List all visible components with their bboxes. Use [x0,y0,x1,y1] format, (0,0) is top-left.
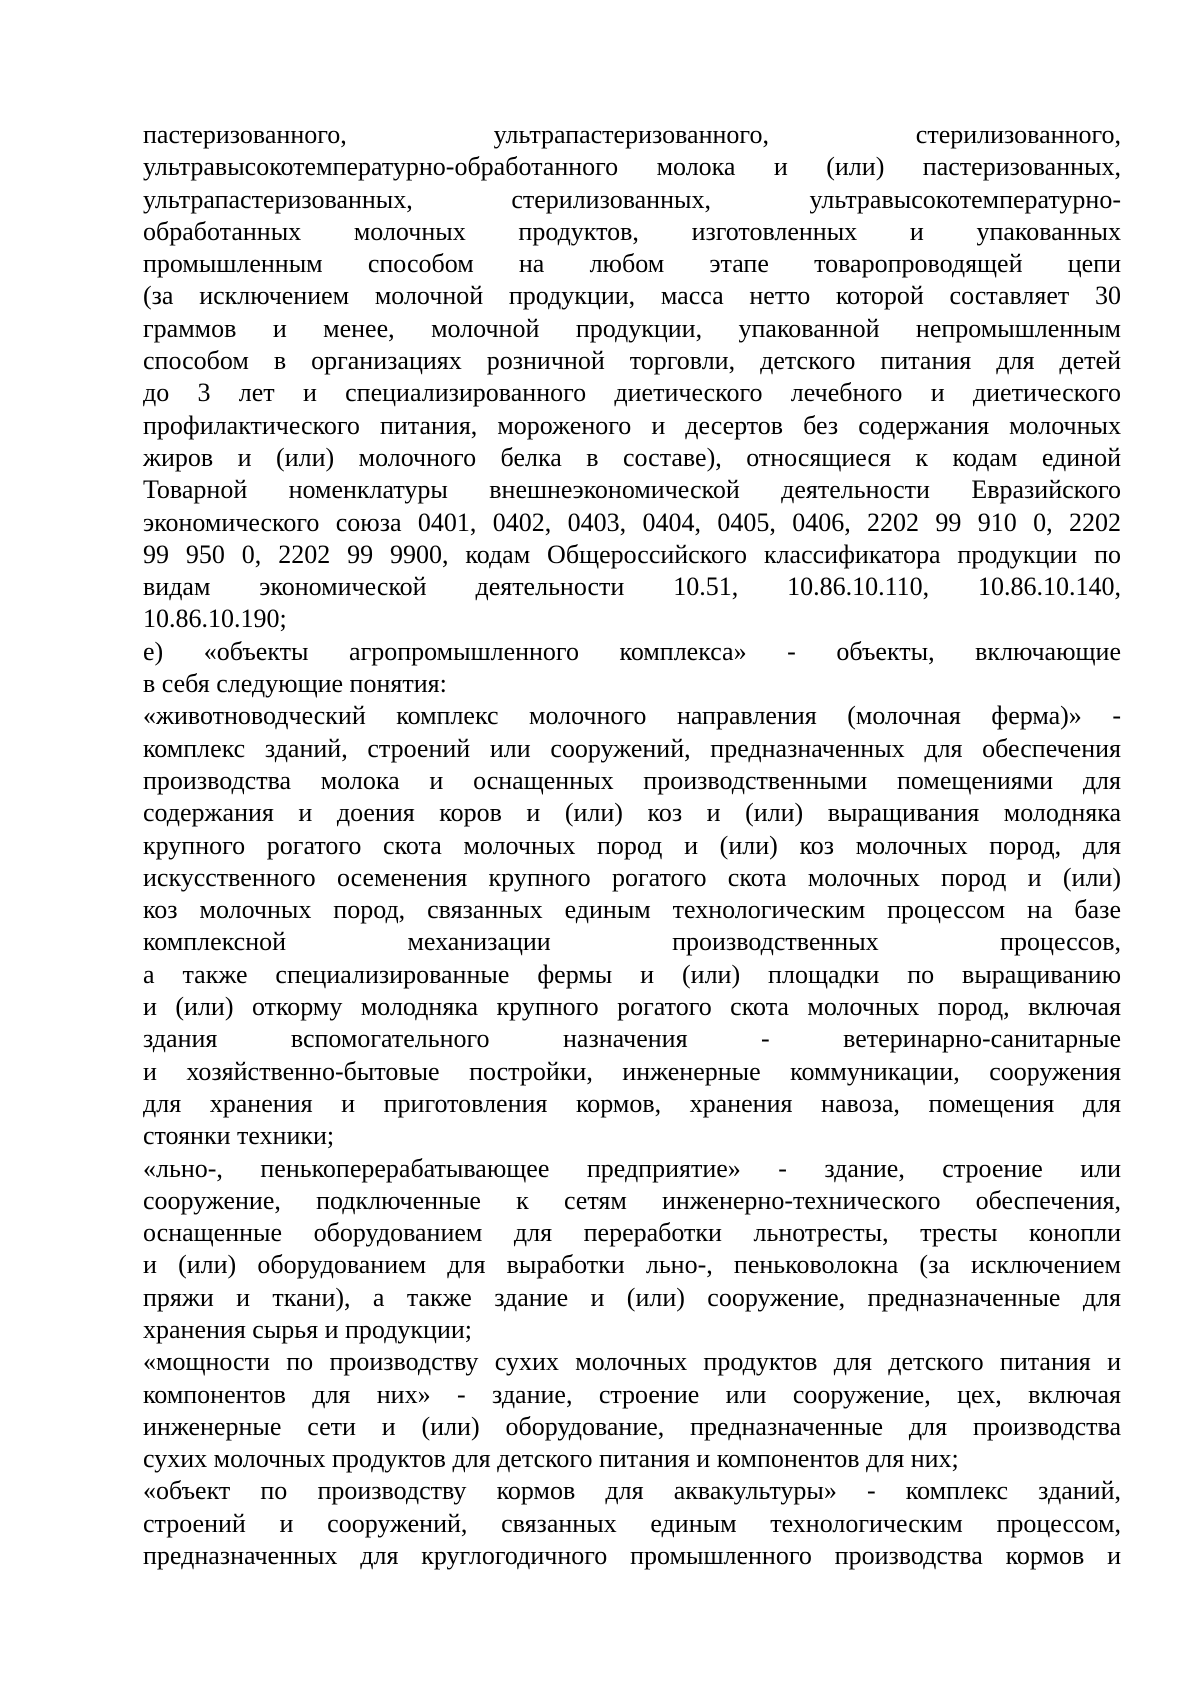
text-line: и хозяйственно-бытовые постройки, инженерные коммуникации, сооружения [143,1056,1121,1086]
text-line: производства молока и оснащенных производственными помещениями для [143,765,1121,795]
text-line: а также специализированные фермы и (или) площадки по выращиванию [143,959,1121,989]
text-line: граммов и менее, молочной продукции, упакованной непромышленным [143,313,1121,343]
text-line: в себя следующие понятия: [143,669,447,699]
text-line: компонентов для них» - здание, строение или сооружение, цех, включая [143,1379,1121,1409]
text-line: видам экономической деятельности 10.51, 10.86.10.110, 10.86.10.140, [143,572,1121,602]
text-line: способом в организациях розничной торговли, детского питания для детей [143,346,1121,376]
text-line: ультравысокотемпературно-обработанного молока и (или) пастеризованных, [143,152,1121,182]
text-line: промышленным способом на любом этапе товаропроводящей цепи [143,249,1121,279]
text-line: ультрапастеризованных, стерилизованных, ультравысокотемпературно- [143,184,1121,214]
text-line: комплексной механизации производственных процессов, [143,927,1121,957]
text-line: 99 950 0, 2202 99 9900, кодам Общероссийского классификатора продукции по [143,539,1121,569]
text-line: «животноводческий комплекс молочного направления (молочная ферма)» - [143,701,1121,731]
text-line: жиров и (или) молочного белка в составе), относящиеся к кодам единой [143,442,1121,472]
text-line: Товарной номенклатуры внешнеэкономической деятельности Евразийского [143,475,1121,505]
text-line: оснащенные оборудованием для переработки льнотресты, тресты конопли [143,1218,1121,1248]
text-line: сооружение, подключенные к сетям инженерно-технического обеспечения, [143,1185,1121,1215]
text-line: хранения сырья и продукции; [143,1314,473,1344]
text-line: пряжи и ткани), а также здание и (или) сооружение, предназначенные для [143,1282,1121,1312]
text-line: и (или) оборудованием для выработки льно-, пеньковолокна (за исключением [143,1250,1121,1280]
text-line: (за исключением молочной продукции, масса нетто которой составляет 30 [143,281,1121,311]
text-line: инженерные сети и (или) оборудование, предназначенные для производства [143,1411,1121,1441]
text-line: до 3 лет и специализированного диетического лечебного и диетического [143,378,1121,408]
text-line: обработанных молочных продуктов, изготовленных и упакованных [143,216,1121,246]
document-body-text [143,119,1121,1572]
text-line: профилактического питания, мороженого и десертов без содержания молочных [143,410,1121,440]
text-line: строений и сооружений, связанных единым технологическим процессом, [143,1508,1121,1538]
text-line: предназначенных для круглогодичного промышленного производства кормов и [143,1541,1121,1571]
text-line: «мощности по производству сухих молочных продуктов для детского питания и [143,1347,1121,1377]
text-line: здания вспомогательного назначения - ветеринарно-санитарные [143,1024,1121,1054]
text-line: «объект по производству кормов для аквакультуры» - комплекс зданий, [143,1476,1121,1506]
text-line: искусственного осеменения крупного рогатого скота молочных пород и (или) [143,862,1121,892]
text-line: крупного рогатого скота молочных пород и (или) коз молочных пород, для [143,830,1121,860]
text-line: комплекс зданий, строений или сооружений, предназначенных для обеспечения [143,733,1121,763]
text-line: пастеризованного, ультрапастеризованного, стерилизованного, [143,120,1121,149]
text-line: сухих молочных продуктов для детского питания и компонентов для них; [143,1444,959,1474]
text-line: стоянки техники; [143,1121,335,1151]
text-line: 10.86.10.190; [143,604,287,634]
text-line: и (или) откорму молодняка крупного рогатого скота молочных пород, включая [143,992,1121,1022]
text-line: для хранения и приготовления кормов, хранения навоза, помещения для [143,1088,1121,1118]
text-line: «льно-, пенькоперерабатывающее предприятие» - здание, строение или [143,1153,1121,1183]
text-line: е) «объекты агропромышленного комплекса» - объекты, включающие [143,636,1121,666]
text-line: коз молочных пород, связанных единым технологическим процессом на базе [143,895,1121,925]
text-line: содержания и доения коров и (или) коз и (или) выращивания молодняка [143,798,1121,828]
text-line: экономического союза 0401, 0402, 0403, 0404, 0405, 0406, 2202 99 910 0, 2202 [143,507,1121,537]
